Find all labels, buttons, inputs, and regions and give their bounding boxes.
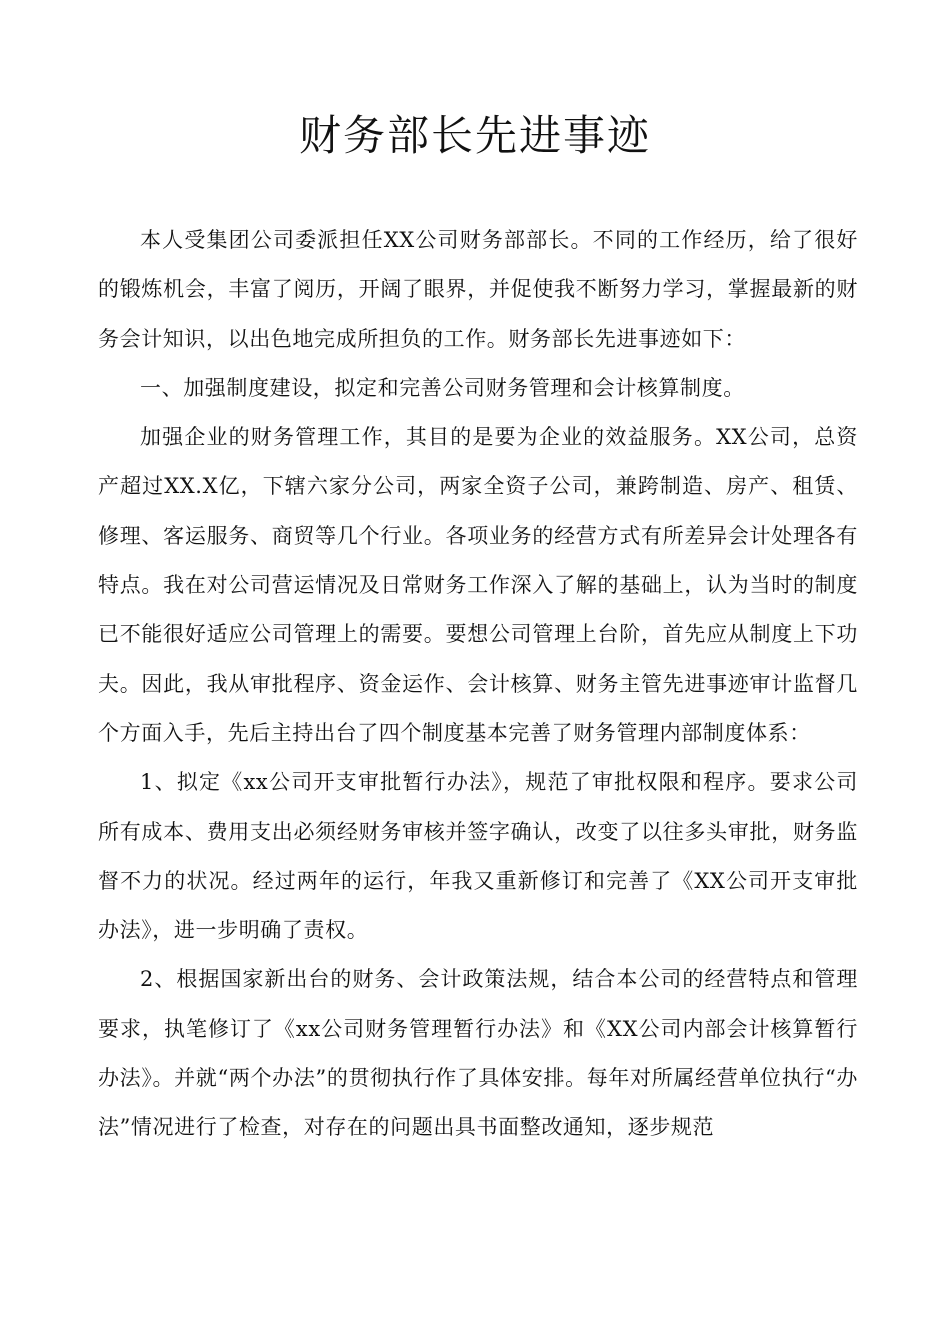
- paragraph-section-heading: 一、加强制度建设，拟定和完善公司财务管理和会计核算制度。: [140, 375, 745, 400]
- document-body: [98, 216, 858, 1153]
- paragraph-finance-management: 加强企业的财务管理工作，其目的是要为企业的效益服务。XX公司，总资产超过XX.X亿，下辖六家分公司，两家全资子公司，兼跨制造、房产、租赁、修理、客运服务、商贸等几个行业。各项业务的经营方式有所差异会计处理各有特点。我在对公司营运情况及日常财务工作深入了解的基础上，认为当时的制度已不能很好适应公司管理上的需要。要想公司管理上台阶，首先应从制度上下功夫。因此，我从审批程序、资金运作、会计核算、财务主管先进事迹审计监督几个方面入手，先后主持出台了四个制度基本完善了财务管理内部制度体系：: [98, 425, 858, 745]
- paragraph-item-2: 2、根据国家新出台的财务、会计政策法规，结合本公司的经营特点和管理要求，执笔修订了《xx公司财务管理暂行办法》和《XX公司内部会计核算暂行办法》。并就“两个办法”的贯彻执行作了具体安排。每年对所属经营单位执行“办法”情况进行了检查，对存在的问题出具书面整改通知，逐步规范: [98, 967, 858, 1140]
- document-title: 财务部长先进事迹: [298, 111, 651, 160]
- paragraph-item-1: 1、拟定《xx公司开支审批暂行办法》，规范了审批权限和程序。要求公司所有成本、费用支出必须经财务审核并签字确认，改变了以往多头审批，财务监督不力的状况。经过两年的运行，年我又重新修订和完善了《XX公司开支审批办法》，进一步明确了责权。: [98, 770, 858, 943]
- paragraph-intro: 本人受集团公司委派担任XX公司财务部部长。不同的工作经历，给了很好的锻炼机会，丰富了阅历，开阔了眼界，并促使我不断努力学习，掌握最新的财务会计知识，以出色地完成所担负的工作。财务部长先进事迹如下：: [98, 228, 858, 351]
